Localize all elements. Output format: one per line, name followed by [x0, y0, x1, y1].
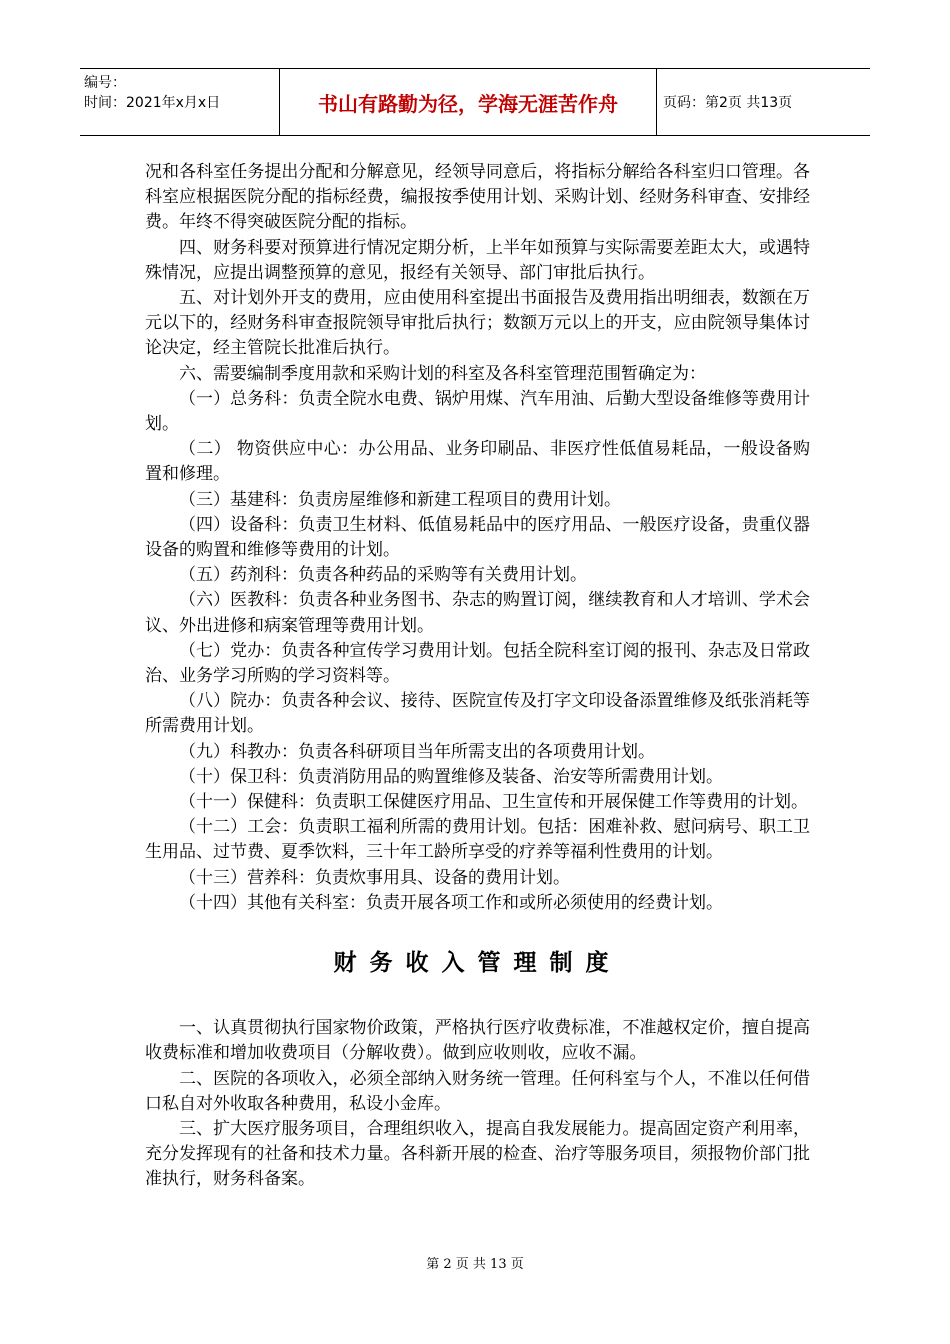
- list-item: （十）保卫科：负责消防用品的购置维修及装备、治安等所需费用计划。: [179, 766, 723, 787]
- list-item: （十一）保健科：负责职工保健医疗用品、卫生宣传和开展保健工作等费用的计划。: [179, 792, 808, 813]
- section-title: 财务收入管理制度: [333, 950, 622, 977]
- header-motto: 书山有路勤为径，学海无涯苦作舟: [280, 69, 657, 135]
- list-item: （三）基建科：负责房屋维修和新建工程项目的费用计划。: [179, 489, 621, 510]
- document-date: 时间：2021年x月x日: [84, 95, 221, 111]
- list-item: （七）党办：负责各种宣传学习费用计划。包括全院科室订阅的报刊、杂志及日常政治、业务学习所购的学习资料等。: [145, 640, 810, 687]
- list-item: （十二）工会：负责职工福利所需的费用计划。包括：困难补救、慰问病号、职工卫生用品、过节费、夏季饮料，三十年工龄所享受的疗养等福利性费用的计划。: [145, 817, 810, 863]
- header-meta: [80, 69, 280, 135]
- section-paragraph: 一、认真贯彻执行国家物价政策，严格执行医疗收费标准，不准越权定价，擅自提高收费标准和增加收费项目（分解收费）。做到应收则收，应收不漏。: [145, 1018, 810, 1064]
- body-paragraph: 五、对计划外开支的费用，应由使用科室提出书面报告及费用指出明细表，数额在万元以下的，经财务科审查报院领导审批后执行；数额万元以上的开支，应由院领导集体讨论决定，经主管院长批准后执行。: [145, 288, 810, 359]
- document-number: 编号：: [84, 75, 126, 91]
- list-item: （九）科教办：负责各科研项目当年所需支出的各项费用计划。: [179, 741, 655, 762]
- page-footer: 第 2 页 共 13 页: [426, 1257, 524, 1272]
- section-paragraph: 二、医院的各项收入，必须全部纳入财务统一管理。任何科室与个人，不准以任何借口私自对外收取各种费用，私设小金库。: [145, 1068, 810, 1114]
- body-paragraph: 四、财务科要对预算进行情况定期分析，上半年如预算与实际需要差距太大，或遇特殊情况，应提出调整预算的意见，报经有关领导、部门审批后执行。: [145, 237, 810, 283]
- list-item: （二） 物资供应中心：办公用品、业务印刷品、非医疗性低值易耗品，一般设备购置和修理。: [145, 439, 810, 485]
- list-item: （十三）营养科：负责炊事用具、设备的费用计划。: [179, 867, 570, 888]
- list-item: （六）医教科：负责各种业务图书、杂志的购置订阅，继续教育和人才培训、学术会议、外出进修和病案管理等费用计划。: [145, 590, 810, 636]
- page-header: [80, 68, 870, 136]
- body-paragraph: 况和各科室任务提出分配和分解意见，经领导同意后，将指标分解给各科室归口管理。各科室应根据医院分配的指标经费，编报按季使用计划、采购计划、经财务科审查、安排经费。年终不得突破医院分配的指标。: [145, 162, 810, 233]
- list-item: （一）总务科：负责全院水电费、锅炉用煤、汽车用油、后勤大型设备维修等费用计划。: [145, 388, 810, 435]
- section-paragraph: 三、扩大医疗服务项目，合理组织收入，提高自我发展能力。提高固定资产利用率，充分发挥现有的社备和技术力量。各科新开展的检查、治疗等服务项目，须报物价部门批准执行，财务科备案。: [145, 1118, 810, 1190]
- list-item: （四）设备科：负责卫生材料、低值易耗品中的医疗用品、一般医疗设备，贵重仪器设备的购置和维修等费用的计划。: [145, 514, 810, 561]
- body-paragraph: 六、需要编制季度用款和采购计划的科室及各科室管理范围暂确定为：: [179, 363, 706, 384]
- list-item: （十四）其他有关科室：负责开展各项工作和或所必须使用的经费计划。: [179, 892, 723, 913]
- document-body: [145, 160, 810, 1193]
- list-item: （五）药剂科：负责各种药品的采购等有关费用计划。: [179, 565, 587, 586]
- list-item: （八）院办：负责各种会议、接待、医院宣传及打字文印设备添置维修及纸张消耗等所需费用计划。: [145, 691, 810, 737]
- header-page-number: 页码：第2页 共13页: [663, 95, 793, 111]
